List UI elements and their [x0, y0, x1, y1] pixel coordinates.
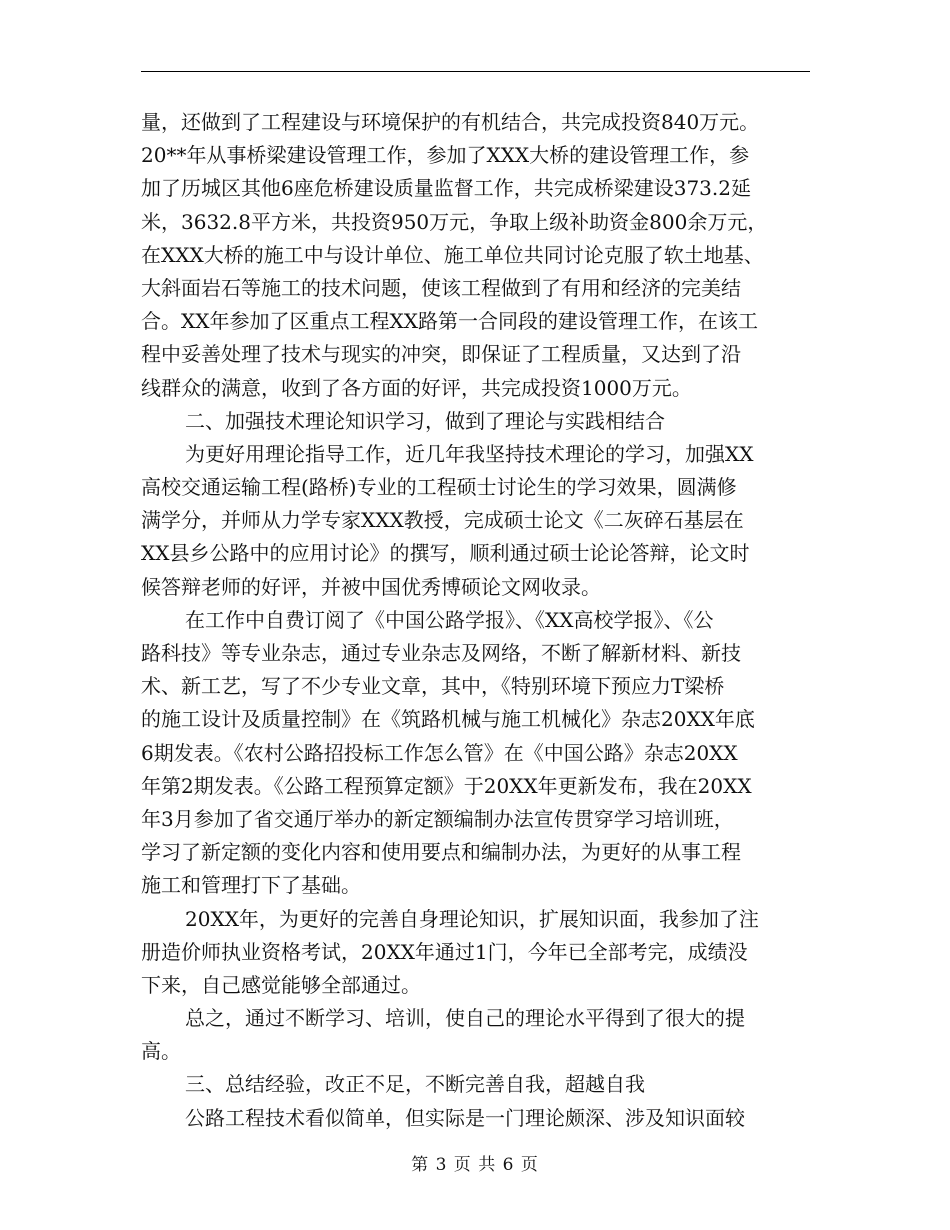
text-line: 术、新工艺，写了不少专业文章，其中，《特别环境下预应力T梁桥	[141, 674, 725, 699]
text-line: 高。	[141, 1039, 181, 1064]
text-line: 年第2期发表。《公路工程预算定额》于20XX年更新发布，我在20XX	[141, 773, 752, 798]
text-line: 施工和管理打下了基础。	[141, 873, 361, 898]
text-line: 为更好用理论指导工作，近几年我坚持技术理论的学习，加强XX	[185, 441, 754, 466]
text-line: 加了历城区其他6座危桥建设质量监督工作，共完成桥梁建设373.2延	[141, 176, 751, 201]
text-line: 米，3632.8平方米，共投资950万元，争取上级补助资金800余万元，	[141, 209, 768, 234]
text-line: XX县乡公路中的应用讨论》的撰写，顺利通过硕士论论答辩，论文时	[141, 541, 750, 566]
document-body	[141, 106, 813, 1135]
text-line: 年3月参加了省交通厅举办的新定额编制办法宣传贯穿学习培训班，	[141, 806, 734, 831]
text-line: 学习了新定额的变化内容和使用要点和编制办法，为更好的从事工程	[141, 840, 741, 865]
text-line: 路科技》等专业杂志，通过专业杂志及网络，不断了解新材料、新技	[141, 641, 741, 665]
text-line: 公路工程技术看似简单，但实际是一门理论颇深、涉及知识面较	[185, 1105, 745, 1130]
header-rule	[141, 71, 810, 72]
text-line: 总之，通过不断学习、培训，使自己的理论水平得到了很大的提	[185, 1006, 745, 1031]
text-line: 三、总结经验，改正不足，不断完善自我，超越自我	[185, 1072, 645, 1097]
text-line: 高校交通运输工程(路桥)专业的工程硕士讨论生的学习效果，圆满修	[141, 475, 737, 500]
text-line: 量，还做到了工程建设与环境保护的有机结合，共完成投资840万元。	[141, 110, 760, 134]
text-line: 程中妥善处理了技术与现实的冲突，即保证了工程质量，又达到了沿	[141, 342, 741, 367]
text-line: 满学分，并师从力学专家XXX教授，完成硕士论文《二灰碎石基层在	[141, 508, 744, 533]
text-line: 的施工设计及质量控制》在《筑路机械与施工机械化》杂志20XX年底	[141, 707, 755, 732]
text-line: 20XX年，为更好的完善自身理论知识，扩展知识面，我参加了注	[185, 906, 759, 931]
text-line: 候答辩老师的好评，并被中国优秀博硕论文网收录。	[141, 574, 601, 599]
page-footer: 第 3 页 共 6 页	[411, 1155, 539, 1175]
text-line: 20**年从事桥梁建设管理工作，参加了XXX大桥的建设管理工作，参	[141, 143, 750, 168]
text-line: 在工作中自费订阅了《中国公路学报》、《XX高校学报》、《公	[185, 607, 714, 632]
text-line: 线群众的满意，收到了各方面的好评，共完成投资1000万元。	[141, 375, 692, 400]
text-line: 合。XX年参加了区重点工程XX路第一合同段的建设管理工作，在该工	[141, 309, 758, 334]
text-line: 册造价师执业资格考试，20XX年通过1门，今年已全部考完，成绩没	[141, 939, 748, 964]
text-line: 在XXX大桥的施工中与设计单位、施工单位共同讨论克服了软土地基、	[141, 242, 764, 267]
text-line: 二、加强技术理论知识学习，做到了理论与实践相结合	[185, 408, 665, 433]
text-line: 大斜面岩石等施工的技术问题，使该工程做到了有用和经济的完美结	[141, 275, 741, 300]
text-line: 下来，自己感觉能够全部通过。	[141, 972, 421, 997]
text-line: 6期发表。《农村公路招投标工作怎么管》在《中国公路》杂志20XX	[141, 740, 738, 765]
